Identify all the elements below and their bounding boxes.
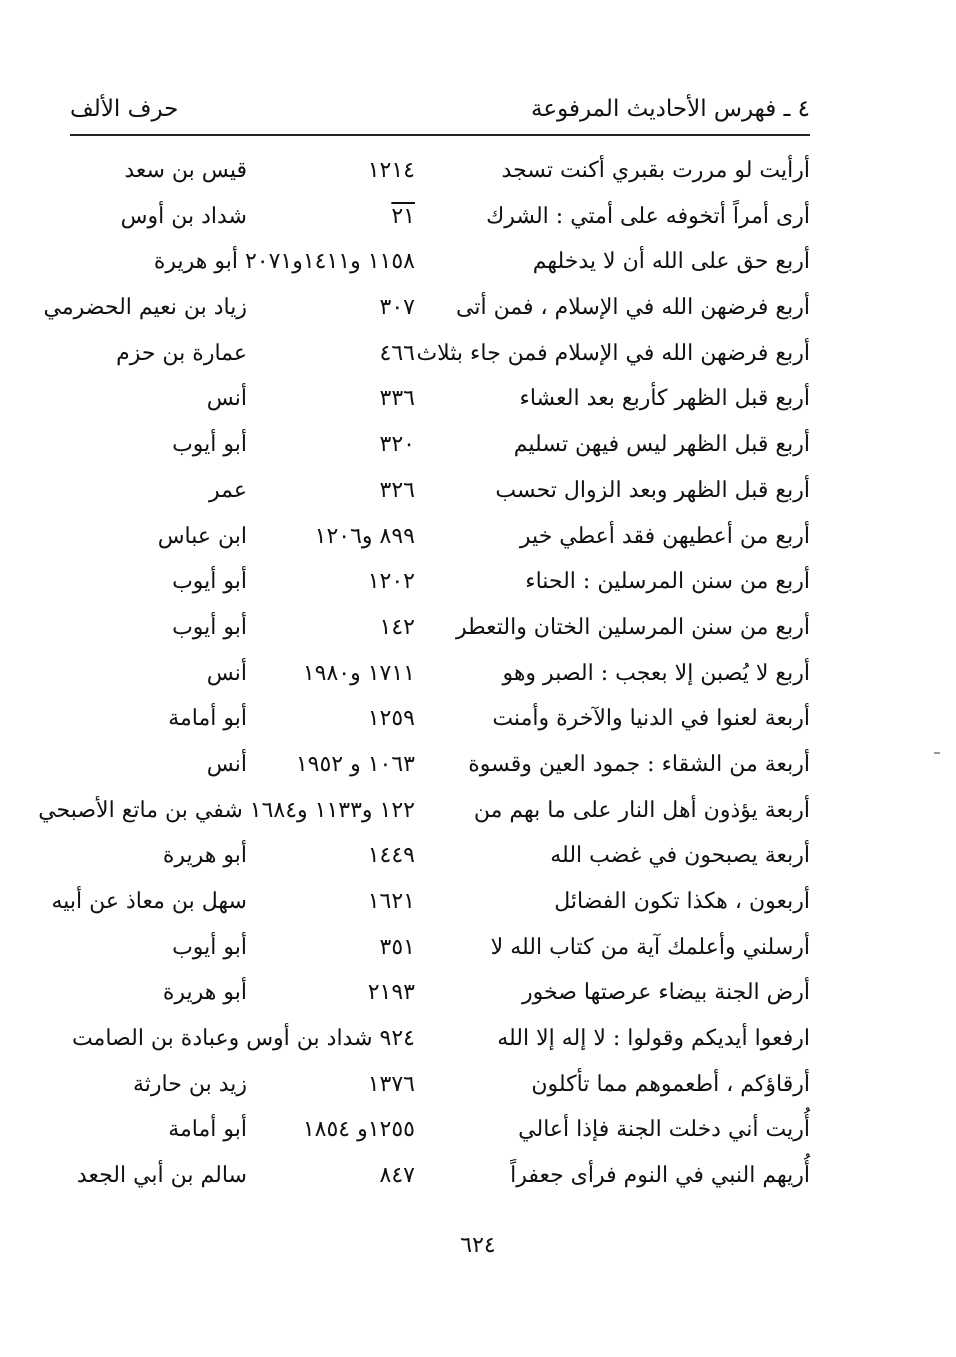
- narrator-name: عمارة بن حزم: [116, 340, 247, 366]
- page-number: ٦٢٤: [460, 1233, 496, 1258]
- hadith-opening-text: أربع فرضهن الله في الإسلام فمن جاء بثلاث: [416, 340, 810, 366]
- narrator-name: زياد بن نعيم الحضرمي: [43, 295, 247, 321]
- hadith-opening-text: أربع لا يُصبن إلا بعجب : الصبر وهو: [502, 660, 810, 686]
- index-row: [40, 696, 810, 742]
- index-row: [40, 285, 810, 331]
- narrator-name: عمر: [209, 477, 247, 503]
- hadith-number: ٣٥١: [379, 934, 415, 960]
- hadith-opening-text: أُريت أني دخلت الجنة فإذا أعالي: [518, 1117, 810, 1143]
- index-row: [40, 148, 810, 194]
- narrator-name: أبو أيوب: [172, 934, 247, 960]
- index-row: [40, 742, 810, 788]
- hadith-number: ٣٠٧: [379, 295, 415, 321]
- hadith-opening-text: أربعة من الشقاء : جمود العين وقسوة: [468, 751, 810, 777]
- index-row: [40, 331, 810, 377]
- hadith-number: ١٣٧٦: [367, 1071, 415, 1097]
- hadith-opening-text: أربع قبل الظهر ليس فيهن تسليم: [513, 432, 810, 458]
- hadith-number: ١٠٦٣ و ١٩٥٢: [295, 751, 415, 777]
- hadith-number: ٨٩٩ و١٢٠٦: [314, 523, 415, 549]
- narrator-name: ابن عباس: [157, 523, 247, 549]
- narrator-name: أبو أمامة: [168, 1117, 247, 1143]
- index-row: [40, 651, 810, 697]
- hadith-opening-text: أرى أمراً أتخوفه على أمتي : الشرك: [486, 203, 810, 229]
- index-row: [40, 514, 810, 560]
- hadith-number: ٨٤٧: [379, 1163, 415, 1189]
- index-row: [40, 925, 810, 971]
- hadith-number: ١٢٥٩: [367, 706, 415, 732]
- narrator-name: أبو هريرة: [162, 843, 247, 869]
- hadith-opening-text: ارفعوا أيديكم وقولوا : لا إله إلا الله: [497, 1026, 810, 1052]
- index-row: [40, 1062, 810, 1108]
- index-row: [40, 194, 810, 240]
- reference-and-narrator: ١١٥٨ و١٤١١و٢٠٧١ أبو هريرة: [153, 249, 415, 275]
- hadith-opening-text: أربع من أعطيهن فقد أعطي خير: [519, 523, 810, 549]
- narrator-name: شداد بن أوس: [120, 203, 247, 229]
- letter-title: حرف الألف: [70, 96, 179, 122]
- hadith-opening-text: أربع من سنن المرسلين : الحناء: [525, 569, 810, 595]
- hadith-number: ٢١: [391, 203, 415, 229]
- page-header: [70, 96, 810, 136]
- hadith-opening-text: أرقاؤكم ، أطعموهم مما تأكلون: [531, 1071, 810, 1097]
- reference-and-narrator: ٩٢٤ شداد بن أوس وعبادة بن الصامت: [71, 1026, 415, 1052]
- narrator-name: أنس: [206, 386, 247, 412]
- hadith-opening-text: أرأيت لو مررت بقبري أكنت تسجد: [501, 158, 810, 183]
- hadith-opening-text: أربعة يؤذون أهل النار على ما بهم من: [473, 797, 810, 823]
- index-row: [40, 468, 810, 514]
- index-row: [40, 879, 810, 925]
- hadith-number: ١٧١١ و١٩٨٠: [302, 660, 415, 686]
- hadith-number: ٣٢٠: [379, 432, 415, 458]
- hadith-opening-text: أربع فرضهن الله في الإسلام ، فمن أتى: [456, 295, 810, 321]
- hadith-number: ١٤٢: [379, 614, 415, 640]
- index-row: [40, 422, 810, 468]
- hadith-opening-text: أربع قبل الظهر كأربع بعد العشاء: [519, 386, 810, 412]
- hadith-number: ٣٢٦: [379, 477, 415, 503]
- hadith-number: ٣٣٦: [379, 386, 415, 412]
- hadith-opening-text: أرض الجنة بيضاء عرصتها صخور: [522, 980, 810, 1006]
- hadith-opening-text: أربعة يصبحون في غضب الله: [550, 843, 810, 869]
- narrator-name: أبو هريرة: [162, 980, 247, 1006]
- index-row: [40, 833, 810, 879]
- narrator-name: سهل بن معاذ عن أبيه: [51, 889, 247, 914]
- scan-speck: [934, 752, 940, 754]
- narrator-name: سالم بن أبي الجعد: [76, 1163, 247, 1189]
- index-row: [40, 970, 810, 1016]
- hadith-opening-text: أربعة لعنوا في الدنيا والآخرة وأمنت: [492, 706, 810, 732]
- index-row: [40, 1153, 810, 1199]
- hadith-opening-text: أربعون ، هكذا تكون الفضائل: [554, 889, 810, 914]
- narrator-name: قيس بن سعد: [124, 158, 247, 183]
- hadith-opening-text: أرسلني وأعلمك آية من كتاب الله لا: [490, 934, 810, 960]
- hadith-number: ١٤٤٩: [367, 843, 415, 869]
- reference-and-narrator: ١٢٢ و١١٣٣ و١٦٨٤ شفي بن ماتع الأصبحي: [38, 797, 415, 823]
- narrator-name: أبو أيوب: [172, 569, 247, 595]
- hadith-opening-text: أربع قبل الظهر وبعد الزوال تحسب: [495, 477, 810, 503]
- narrator-name: زيد بن حارثة: [133, 1071, 247, 1097]
- header-divider: [70, 134, 810, 136]
- hadith-number: ٢١٩٣: [367, 980, 415, 1006]
- narrator-name: أبو أيوب: [172, 432, 247, 458]
- hadith-number: ١٢٠٢: [367, 569, 415, 595]
- hadith-index-list: [40, 148, 810, 1199]
- narrator-name: أبو أمامة: [168, 706, 247, 732]
- narrator-name: أنس: [206, 660, 247, 686]
- index-row: [40, 788, 810, 834]
- narrator-name: أنس: [206, 751, 247, 777]
- narrator-name: أبو أيوب: [172, 614, 247, 640]
- index-row: [40, 605, 810, 651]
- hadith-opening-text: أربع من سنن المرسلين الختان والتعطر: [455, 614, 810, 640]
- index-row: [40, 376, 810, 422]
- index-row: [40, 559, 810, 605]
- hadith-number: ١٢٥٥و ١٨٥٤: [302, 1117, 415, 1143]
- hadith-opening-text: أُريهم النبي في النوم فرأى جعفراً: [510, 1163, 810, 1189]
- index-row: [40, 239, 810, 285]
- hadith-opening-text: أربع حق على الله أن لا يدخلهم: [532, 249, 810, 275]
- hadith-number: ٤٦٦: [379, 340, 415, 366]
- hadith-number: ١٦٢١: [367, 889, 415, 914]
- index-row: [40, 1016, 810, 1062]
- index-row: [40, 1107, 810, 1153]
- hadith-number: ١٢١٤: [367, 158, 415, 183]
- section-title: ٤ ـ فهرس الأحاديث المرفوعة: [531, 96, 810, 122]
